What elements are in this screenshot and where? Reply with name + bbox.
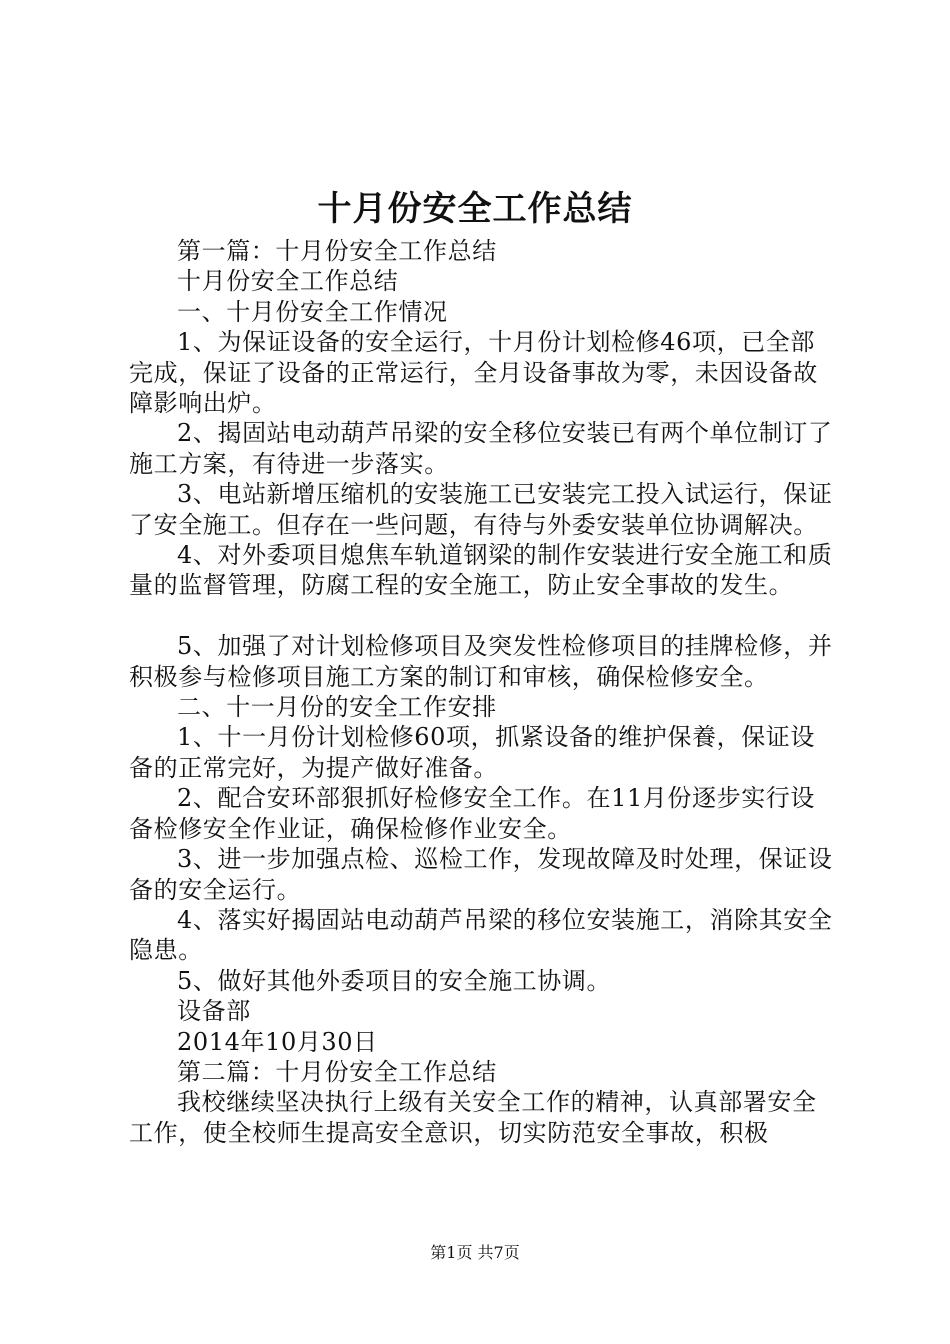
paragraph-plan-1: 1、十一月份计划检修60项，抓紧设备的维护保養，保证设备的正常完好，为提产做好准备。 — [129, 723, 816, 782]
paragraph-section2-heading: 二、十一月份的安全工作安排 — [177, 693, 497, 722]
document-title: 十月份安全工作总结 — [317, 189, 633, 229]
paragraph-plan-5: 5、做好其他外委项目的安全施工协调。 — [177, 966, 612, 995]
paragraph-plan-2: 2、配合安环部狠抓好检修安全工作。在11月份逐步实行设备检修安全作业证，确保检修作业安全。 — [129, 784, 816, 843]
paragraph-date: 2014年10月30日 — [177, 1027, 378, 1056]
paragraph-plan-3: 3、进一步加强点检、巡检工作，发现故障及时处理，保证设备的安全运行。 — [129, 845, 833, 904]
paragraph-part1-heading: 第一篇：十月份安全工作总结 — [177, 237, 497, 265]
paragraph-part2-heading: 第二篇：十月份安全工作总结 — [177, 1057, 497, 1086]
page-number-footer: 第1页 共7页 — [430, 1243, 520, 1262]
paragraph-item-5: 5、加强了对计划检修项目及突发性检修项目的挂牌检修，并积极参与检修项目施工方案的制订和审核，确保检修安全。 — [129, 632, 833, 691]
paragraph-subtitle: 十月份安全工作总结 — [177, 267, 399, 296]
paragraph-item-2: 2、揭固站电动葫芦吊梁的安全移位安装已有两个单位制订了施工方案，有待进一步落实。 — [129, 419, 833, 478]
paragraph-item-4: 4、对外委项目熄焦车轨道钢梁的制作安装进行安全施工和质量的监督管理，防腐工程的安全施工，防止安全事故的发生。 — [129, 541, 833, 600]
paragraph-section1-heading: 一、十月份安全工作情况 — [177, 297, 448, 326]
paragraph-plan-4: 4、落实好揭固站电动葫芦吊梁的移位安装施工，消除其安全隐患。 — [129, 905, 833, 965]
document-body — [129, 236, 834, 1148]
paragraph-part2-body: 我校继续坚决执行上级有关安全工作的精神，认真部署安全工作，使全校师生提高安全意识，切实防范安全事故，积极 — [129, 1088, 817, 1147]
paragraph-item-3: 3、电站新增压缩机的安装施工已安装完工投入试运行，保证了安全施工。但存在一些问题，有待与外委安装单位协调解决。 — [129, 480, 833, 539]
paragraph-item-1: 1、为保证设备的安全运行，十月份计划检修46项，已全部完成，保证了设备的正常运行，全月设备事故为零，未因设备故障影响出炉。 — [129, 328, 818, 418]
blank-line — [129, 601, 834, 631]
paragraph-department: 设备部 — [177, 997, 251, 1026]
